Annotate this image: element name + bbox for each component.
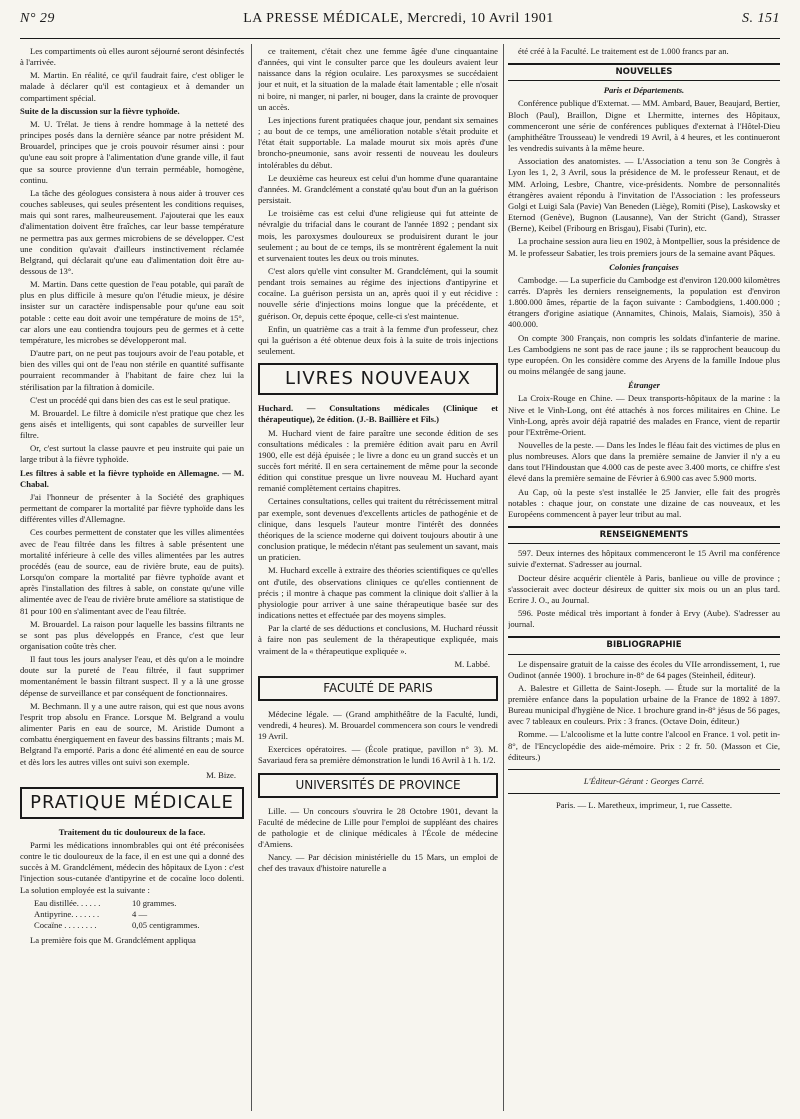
issue-number: N° 29 bbox=[20, 11, 55, 26]
page-number: S. 151 bbox=[742, 11, 780, 26]
paragraph: La tâche des géologues consistera à nous aider à trouver ces couches sableuses, qui seules présentent les conditions requises, mais qui sont rares, malheureusement. J'ajouterai que les eaux d'alimentation doivent être fraîches, car leur basse température ne permettra pas aux germes microbiens de se développer. C'est une condition qu'avait d'ailleurs instinctivement réclamée Belgrand, qui déclarait qu'une eau d'alimentation doit être au-dessous de 13°. bbox=[20, 187, 244, 276]
divider bbox=[508, 769, 780, 770]
paragraph: Certaines consultations, celles qui traitent du rétrécissement mitral par exemple, sont devenues d'excellents articles de pathogénie et de clinique, dans lesquels l'auteur montre l'intérêt des données théoriques de la science moderne qui doivent toujours aboutir à une conclusion pratique, le médecin n'étant pas seulement un savant, mais un praticien. bbox=[258, 496, 498, 563]
header-rule bbox=[20, 38, 780, 39]
signature: M. Bize. bbox=[206, 769, 236, 780]
paragraph: D'autre part, on ne peut pas toujours avoir de l'eau potable, et bien des villes qui ont de l'eau non stérile en quantité suffisante pourraient recommander à l'habitant de faire chez lui la stérilisation par la filtration à domicile. bbox=[20, 348, 244, 392]
section-title: UNIVERSITÉS DE PROVINCE bbox=[295, 777, 461, 792]
paragraph: M. U. Trélat. Je tiens à rendre hommage à la netteté des principes posés dans la dernière séance par notre président M. Brouardel, principes que je crois pouvoir résumer ainsi : pour qu'une eau soit propre à l'alimentation d'une grande ville, il faut que sa source provienne d'un terrain perméable, homogène, continu. bbox=[20, 118, 244, 185]
paragraph: M. Huchard vient de faire paraître une seconde édition de ses consultations médicales : la première édition avait paru en Avril 1900, elle est déjà épuisée ; le livre a donc eu un grand succès et un succès fort mérité. Il en sera certainement de même pour la seconde édition qui constitue presque un livre nouveau M. Huchard ayant remanié complètement certains chapitres. bbox=[258, 427, 498, 494]
paragraph: Cambodge. — La superficie du Cambodge est d'environ 120.000 kilomètres carrés. D'après les derniers renseignements, la population est d'environ 1.800.000 âmes, répartie de la façon suivante : Cambodgiens, 1.400.000 ; étrangers d'origine asiatique (Annamites, Chinois, Malais, Siamois), 350 à 400.000. bbox=[508, 274, 780, 330]
page-header bbox=[20, 4, 780, 34]
paragraph: M. Bechmann. Il y a une autre raison, qui est que nous avons l'esprit trop absolu en France. Lorsque M. Belgrand a voulu alimenter Paris en eau de source, M. Aristide Dumont a combattu énergiquement en faveur des bassins filtrants ; mais M. Belgrand l'a emporté. Paris a donc été alimenté en eau de source et dès lors les autres villes ont suivi son exemple. bbox=[20, 700, 244, 767]
paragraph: Les compartiments où elles auront séjourné seront désinfectés à l'arrivée. bbox=[20, 46, 244, 68]
newspaper-title: LA PRESSE MÉDICALE, Mercredi, 10 Avril 1901 bbox=[243, 11, 554, 26]
paragraph: Romme. — L'alcoolisme et la lutte contre l'alcool en France. 1 vol. petit in-8°, de l'Encyclopédie des aide-mémoire. Prix : 2 fr. 50. (Masson et Cie, éditeurs.) bbox=[508, 729, 780, 762]
book-title: Huchard. — Consultations médicales (Clinique et thérapeutique), 2e édition. (J.-B. Baillière et Fils.) bbox=[258, 403, 498, 425]
paragraph: Lille. — Un concours s'ouvrira le 28 Octobre 1901, devant la Faculté de médecine de Lille pour l'emploi de suppléant des chaires de pathologie et de clinique médicales à l'École de médecine d'Amiens. bbox=[258, 805, 498, 850]
section-title-box bbox=[258, 773, 498, 798]
section-title-box bbox=[258, 363, 498, 395]
paragraph: Il faut tous les jours analyser l'eau, et dès qu'on a le moindre doute sur la pureté de l'eau filtrée, il faut supprimer momentanément le bassin filtrant suspect. Il y a là une grosse dépense de surveillance et par conséquent de fonctionnaires. bbox=[20, 654, 244, 698]
paragraph: A. Balestre et Gilletta de Saint-Joseph. — Étude sur la mortalité de la première enfance dans la population urbaine de la France de 1892 à 1897. Bureau municipal d'hygiène de Nice. 1 brochure grand in-8° jésus de 56 pages, avec 7 tableaux en couleurs. Prix : 3 francs. (Octave Doin, éditeur.) bbox=[508, 682, 780, 727]
paragraph: Association des anatomistes. — L'Association a tenu son 3e Congrès à Lyon les 1, 2, 3 Avril, sous la présidence de M. le professeur Renaut, et de MM. Arloing, Lesbre, Chantre, vice-présidents. Nombre de personnalités étrangères avaient répondu à l'invitation de l'Association : les professeurs Golgi et Luigi Sala (Pavie) Van Beneden (Liège), Romiti (Pise), Laskowsky et Eternod (Genève), Bugnon (Lausanne), Van der Stricht (Gand), Strasser (Berne), Keibel (Fribourg en Brisgau), Fisabi (Turin), etc. bbox=[508, 156, 780, 234]
recipe-list bbox=[34, 898, 244, 931]
column-divider bbox=[503, 44, 504, 1111]
paragraph: Exercices opératoires. — (École pratique, pavillon n° 3). M. Savariaud fera sa première démonstration le lundi 16 Avril à 1 h. 1/2. bbox=[258, 744, 498, 766]
section-title: PRATIQUE MÉDICALE bbox=[30, 791, 234, 813]
paragraph: C'est un procédé qui dans bien des cas est le seul pratique. bbox=[30, 394, 231, 405]
paragraph: Conférence publique d'Externat. — MM. Ambard, Bauer, Beaujard, Bertier, Bloch (Paul), Braillon, Digne et Lhermitte, internes des Hôpitaux, commenceront une série de conférences publiques d'externat à l'Hôtel-Dieu (amphithéâtre Trousseau) le vendredi 19 Avril, à 4 heures, et les continueront les vendredis suivants à la même heure. bbox=[508, 98, 780, 154]
paragraph: Nancy. — Par décision ministérielle du 15 Mars, un emploi de chef des travaux d'histoire naturelle a bbox=[258, 852, 498, 874]
paragraph: M. Brouardel. La raison pour laquelle les bassins filtrants ne se sont pas plus développés en France, c'est que leur organisation coûte très cher. bbox=[20, 618, 244, 651]
section-title: FACULTÉ DE PARIS bbox=[323, 680, 433, 695]
paragraph: La Croix-Rouge en Chine. — Deux transports-hôpitaux de la marine : la Nive et le Vinh-Long, ont été attachés à nos forces militaires en Chine. Le Vinh-Long, après avoir déjà rapatrié des malades en France, vient de repartir pour l'Extrême-Orient. bbox=[508, 393, 780, 437]
column-1 bbox=[20, 46, 244, 1111]
column-divider bbox=[251, 44, 252, 1111]
paragraph: C'est alors qu'elle vint consulter M. Grandclément, qui la soumit pendant trois semaines au régime des injections d'antipyrine et cocaïne. La guérison persista un an, après quoi il y eut récidive : nouvelle série d'injections moins longue que la précédente, et guérison. Or, depuis cette époque, celle-ci s'est maintenue. bbox=[258, 265, 498, 321]
paragraph: 596. Poste médical très important à fonder à Ervy (Aube). S'adresser au journal. bbox=[508, 608, 780, 630]
section-title: LIVRES NOUVEAUX bbox=[285, 368, 471, 390]
section-title: BIBLIOGRAPHIE bbox=[508, 636, 780, 654]
section-title-box bbox=[258, 676, 498, 701]
paragraph: Docteur désire acquérir clientèle à Paris, banlieue ou ville de province ; s'associerait avec docteur désireux de quitter six mois ou un an plus tard. Ecrire J. O., au Journal. bbox=[508, 572, 780, 605]
paragraph: On compte 300 Français, non compris les soldats d'infanterie de marine. Les Cambodgiens ne sont pas de race jaune ; ils se rapprochent beaucoup du type européen. On les considère comme des Aryens de la famille Indoue plus ou moins mélangée de sang jaune. bbox=[508, 332, 780, 377]
paragraph: La prochaine session aura lieu en 1902, à Montpellier, sous la présidence de M. le professeur Sabatier, les trois premiers jours de la semaine avant Pâques. bbox=[508, 236, 780, 258]
section-title-box bbox=[20, 787, 244, 819]
paragraph: M. Martin. En réalité, ce qu'il faudrait faire, c'est obliger le malade à déclarer qu'il est contagieux et à demander un compartiment spécial. bbox=[20, 70, 244, 103]
section-title: NOUVELLES bbox=[508, 63, 780, 81]
paragraph: ce traitement, c'était chez une femme âgée d'une cinquantaine d'années, qui vint le consulter parce que les douleurs avaient leur naissance dans la région oculaire. Les paroxysmes se succédaient jour et nuit, et la situation de la malade était lamentable ; elle n'osait ni boire, ni manger, ni parler, ni bouger, dans la crainte de provoquer un accès. bbox=[258, 46, 498, 112]
section-title: RENSEIGNEMENTS bbox=[508, 526, 780, 544]
paragraph: La première fois que M. Grandclément appliqua bbox=[30, 935, 196, 946]
subsection-title: Étranger bbox=[628, 380, 660, 391]
section-heading: Suite de la discussion sur la fièvre typhoïde. bbox=[20, 105, 180, 116]
column-2 bbox=[258, 46, 498, 1111]
subsection-title: Colonies françaises bbox=[609, 261, 679, 272]
paragraph: Le troisième cas est celui d'une religieuse qui fut atteinte de névralgie du trifacial dans le courant de l'année 1892 ; pendant six mois, les paroxysmes douloureux se produisirent durant le jour seulement ; au bout de ce temps, ils se montrèrent également la nuit et survenaient toutes les deux ou trois minutes. bbox=[258, 208, 498, 263]
paragraph: Médecine légale. — (Grand amphithéâtre de la Faculté, lundi, vendredi, 4 heures). M. Brouardel commencera son cours le vendredi 19 Avril. bbox=[258, 708, 498, 742]
paragraph: Les injections furent pratiquées chaque jour, pendant six semaines ; au bout de ce temps, une amélioration notable s'était produite et l'état était supportable. La malade mourut six mois après d'une broncho-pneumonie, sans avoir ressenti de nouveau les douleurs intolérables du début. bbox=[258, 114, 498, 170]
paragraph: Enfin, un quatrième cas a trait à la femme d'un professeur, chez qui la guérison a été obtenue deux fois à la suite de trois injections seulement. bbox=[258, 323, 498, 357]
paragraph: Nouvelles de la peste. — Dans les Indes le fléau fait des victimes de plus en plus nombreuses. Alors que dans la première semaine de Janvier il n'y a eu dans tout l'Hindoustan que 4.000 cas de peste avec 3.400 morts, ce chiffre s'est élevé dans la première semaine de Février à 6.900 cas avec 5.900 morts. bbox=[508, 440, 780, 484]
paragraph: Or, c'est surtout la classe pauvre et peu instruite qui paie un large tribut à la fièvre typhoïde. bbox=[20, 443, 244, 465]
subsection-title: Paris et Départements. bbox=[603, 85, 685, 96]
column-3 bbox=[508, 46, 780, 1111]
paragraph: Parmi les médications innombrables qui ont été préconisées contre le tic douloureux de la face, il en est une qui a donné des succès à M. Grandclément, médecin des hôpitaux de Lyon : c'est l'injection sous-cutanée d'antipyrine et de cocaïne loco dolenti. La solution employée est la suivante : bbox=[20, 840, 244, 895]
paragraph: J'ai l'honneur de présenter à la Société des graphiques permettant de comparer la mortalité par fièvre typhoïde dans les différentes villes d'Allemagne. bbox=[20, 491, 244, 525]
paragraph: M. Huchard excelle à extraire des théories scientifiques ce qu'elles ont d'utile, des observations cliniques ce qu'elles contiennent de précis ; il montre à chaque pas comment la clinique doit s'allier à la physiologie pour arriver à une saine thérapeutique basée sur des indications nettes et effectuée par des moyens simples. bbox=[258, 565, 498, 621]
paragraph: Par la clarté de ses déductions et conclusions, M. Huchard réussit à faire non pas seulement de la thérapeutique expliquée, mais vraiment de la « thérapeutique expliquée ». bbox=[258, 623, 498, 656]
paragraph: Ces courbes permettent de constater que les villes alimentées avec de l'eau filtrée dans les filtres à sable présentent une mortalité inférieure à celle des villes alimentées par les autres procédés (eau de source, eau de rivière brute, eau de puits). Lorsqu'on compare la mortalité par fièvre typhoïde avant et après l'installation des filtres à sable, on constate qu'une ville alimentée avec de l'eau de rivière brute améliore sa statistique de 81 pour 100 en s'alimentant avec de l'eau filtrée. bbox=[20, 527, 244, 616]
paragraph: 597. Deux internes des hôpitaux commenceront le 15 Avril ma conférence suivie d'externat. S'adresser au journal. bbox=[508, 548, 780, 570]
recipe-line: Eau distillée. . . . . . 10 grammes. bbox=[34, 897, 177, 908]
paragraph: été créé à la Faculté. Le traitement est de 1.000 francs par an. bbox=[518, 46, 729, 56]
article-title: Traitement du tic douloureux de la face. bbox=[58, 826, 206, 837]
signature: M. Labbé. bbox=[454, 658, 490, 669]
editor-line: L'Éditeur-Gérant : Georges Carré. bbox=[583, 775, 705, 786]
paragraph: Le dispensaire gratuit de la caisse des écoles du VIIe arrondissement, 1, rue Oudinot (année 1900). 1 brochure in-8° de 64 pages (Steinheil, éditeur). bbox=[508, 658, 780, 680]
paragraph: Le deuxième cas heureux est celui d'un homme d'une quarantaine d'années. M. Grandclément a constaté qu'au bout d'un an la guérison persistait. bbox=[258, 172, 498, 206]
paragraph: Au Cap, où la peste s'est installée le 25 Janvier, elle fait des progrès notables : chaque jour, on constate une dizaine de cas nouveaux, et les Européens commencent à payer leur tribut au mal. bbox=[508, 486, 780, 519]
paragraph: M. Brouardel. Le filtre à domicile n'est pratique que chez les gens aisés et intelligents, qui sont capables de surveiller leur filtre. bbox=[20, 407, 244, 441]
paragraph: M. Martin. Dans cette question de l'eau potable, qui paraît de plus en plus difficile à mesure qu'on l'étudie mieux, je désire insister sur un caractère indispensable pour qu'une eau soit potable : cette eau doit avoir une température de moins de 15°, car alors une eau contiendra toujours peu de germes et à cette température, les microbes se développeront mal. bbox=[20, 279, 244, 345]
printer-line: Paris. — L. Maretheux, imprimeur, 1, rue Cassette. bbox=[555, 800, 733, 811]
recipe-line: Antipyrine. . . . . . . 4 — bbox=[34, 908, 148, 919]
section-heading: Les filtres à sable et la fièvre typhoïde en Allemagne. — M. Chabal. bbox=[20, 467, 244, 489]
recipe-line: Cocaïne . . . . . . . . 0,05 centigrammes. bbox=[34, 920, 200, 931]
divider bbox=[508, 793, 780, 794]
